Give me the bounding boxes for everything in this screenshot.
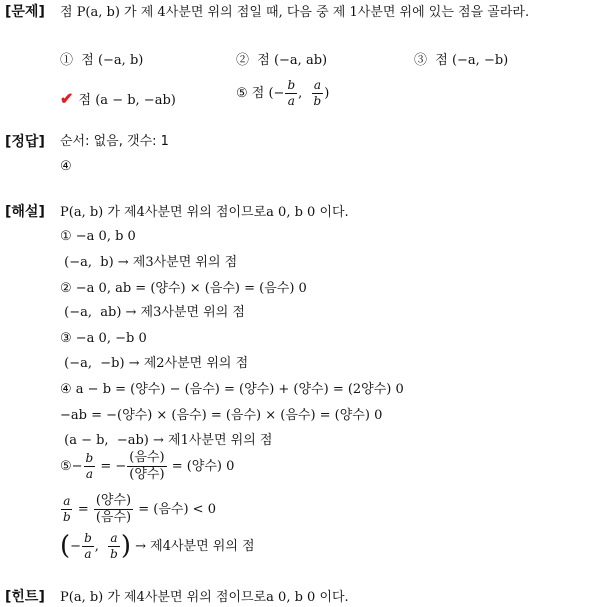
choice-text: 점 (−a, −b): [435, 53, 509, 68]
choice-3[interactable]: [414, 54, 508, 67]
fraction: $\frac{\text{(양수)}}{\text{(음수)}}$: [95, 493, 132, 525]
hint-text: P(a, b) 가 제4사분면 위의 점이므로a 0, b 0 이다.: [60, 590, 349, 605]
hint-tag: [힌트]: [5, 589, 45, 605]
choice-number: ⑤: [236, 85, 248, 101]
choice-number: ①: [60, 53, 74, 68]
choice-text: 점 (a − b, −ab): [78, 93, 176, 108]
open-paren: (: [60, 531, 71, 562]
explanation-tag: [해설]: [5, 204, 45, 220]
explanation-line: ② −a 0, ab = (양수) × (음수) = (음수) 0: [60, 281, 307, 296]
separator: ,: [298, 85, 311, 101]
answer-value: ④: [60, 159, 72, 174]
tail-text: = (음수) < 0: [134, 501, 216, 517]
choice-5[interactable]: [236, 79, 329, 107]
choice-number: ③: [414, 53, 428, 68]
explanation-line: (a − b, −ab) → 제1사분면 위의 점: [60, 433, 273, 448]
choice-text: 점 (−a, b): [81, 53, 144, 68]
choice-suffix: ): [324, 85, 330, 101]
equals-text: = −: [96, 458, 127, 474]
explanation-line: (−a, b) → 제3사분면 위의 점: [60, 255, 238, 270]
fraction: $\frac{b}{a}$: [85, 451, 94, 481]
explanation-line: P(a, b) 가 제4사분면 위의 점이므로a 0, b 0 이다.: [60, 205, 349, 220]
choice-4[interactable]: [60, 91, 176, 107]
explanation-line-7: [60, 532, 255, 560]
explanation-line: ③ −a 0, −b 0: [60, 331, 147, 346]
choice-1[interactable]: [60, 54, 143, 67]
fraction: $\frac{b}{a}$: [287, 78, 296, 108]
tail-text: = (양수) 0: [167, 458, 235, 474]
answer-meta: 순서: 없음, 갯수: 1: [60, 134, 169, 149]
fraction: $\frac{a}{b}$: [63, 494, 71, 524]
choice-2[interactable]: [236, 54, 327, 67]
problem-question: 점 P(a, b) 가 제 4사분면 위의 점일 때, 다음 중 제 1사분면 위에 있는 점을 골라라.: [60, 5, 530, 20]
explanation-line: (−a, ab) → 제3사분면 위의 점: [60, 305, 245, 320]
close-paren: ): [120, 531, 131, 562]
fraction: $\frac{a}{b}$: [313, 78, 322, 108]
lead-text: ⑤−: [60, 458, 83, 474]
explanation-line: ① −a 0, b 0: [60, 229, 136, 244]
explanation-line-5: [60, 451, 234, 481]
fraction: $\frac{\text{(음수)}}{\text{(양수)}}$: [129, 450, 165, 482]
explanation-line: ④ a − b = (양수) − (음수) = (양수) + (양수) = (2양수) 0: [60, 382, 404, 397]
tail-text: → 제4사분면 위의 점: [131, 538, 255, 554]
choice-number: ②: [236, 53, 250, 68]
choice-prefix: 점 (−: [251, 85, 285, 101]
check-mark-icon: ✔: [60, 89, 74, 108]
explanation-line: (−a, −b) → 제2사분면 위의 점: [60, 356, 249, 371]
explanation-line: −ab = −(양수) × (음수) = (음수) × (음수) = (양수) 0: [60, 408, 383, 423]
explanation-line-6: [60, 494, 216, 524]
minus-sign: −: [70, 538, 82, 554]
equals-text: =: [73, 501, 93, 517]
answer-tag: [정답]: [5, 134, 45, 150]
separator: ,: [94, 538, 108, 554]
choice-text: 점 (−a, ab): [257, 53, 328, 68]
problem-tag: [문제]: [5, 4, 45, 20]
fraction: $\frac{b}{a}$: [84, 531, 92, 561]
fraction: $\frac{a}{b}$: [110, 531, 118, 561]
